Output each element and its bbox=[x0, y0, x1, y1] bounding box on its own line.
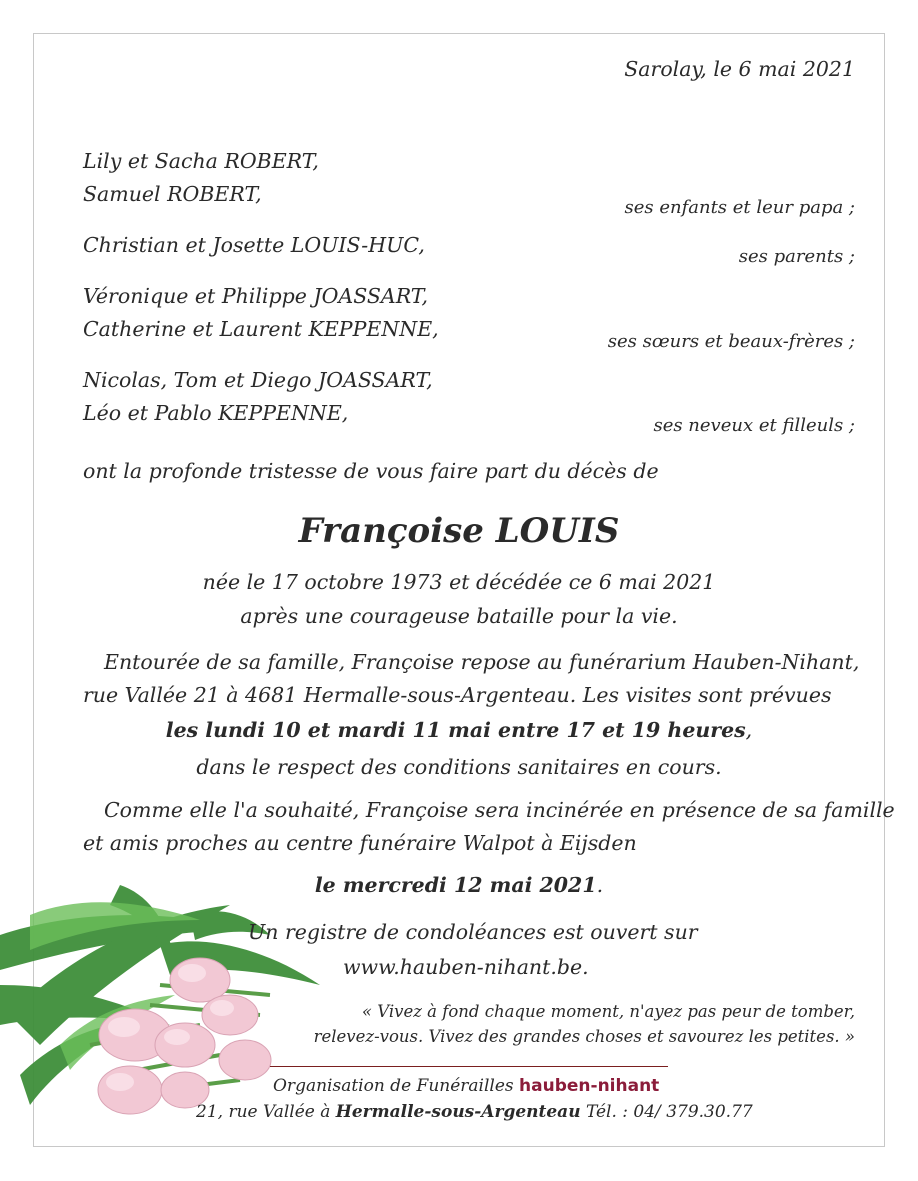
announcement: ont la profonde tristesse de vous faire part du décès de bbox=[83, 459, 659, 483]
register-line: Un registre de condoléances est ouvert sur bbox=[248, 920, 698, 944]
cremation-date bbox=[0, 873, 918, 897]
cremation-date-bold: le mercredi 12 mai 2021 bbox=[314, 873, 597, 897]
family-name-line: Catherine et Laurent KEPPENNE, bbox=[83, 317, 439, 341]
place-date: Sarolay, le 6 mai 2021 bbox=[624, 57, 855, 81]
visits-when-bold: les lundi 10 et mardi 11 mai entre 17 et 19 heures bbox=[165, 718, 746, 742]
family-name-line: Lily et Sacha ROBERT, bbox=[83, 149, 319, 173]
quote-line: relevez-vous. Vivez des grandes choses et savourez les petites. » bbox=[313, 1027, 855, 1046]
deceased-note: après une courageuse bataille pour la vie. bbox=[240, 604, 678, 628]
family-name-line: Christian et Josette LOUIS-HUC, bbox=[83, 233, 425, 257]
family-name-line: Samuel ROBERT, bbox=[83, 182, 262, 206]
family-relation: ses neveux et filleuls ; bbox=[653, 415, 855, 436]
visits-line: rue Vallée 21 à 4681 Hermalle-sous-Argenteau. Les visites sont prévues bbox=[83, 683, 832, 707]
quote-line: « Vivez à fond chaque moment, n'ayez pas peur de tomber, bbox=[361, 1002, 855, 1021]
footer-address-prefix: 21, rue Vallée à bbox=[196, 1102, 331, 1122]
cremation-date-suffix: . bbox=[596, 873, 604, 897]
visits-when-suffix: , bbox=[745, 718, 753, 742]
family-relation: ses sœurs et beaux-frères ; bbox=[607, 331, 855, 352]
deceased-name: Françoise LOUIS bbox=[298, 511, 620, 551]
footer-phone: Tél. : 04/ 379.30.77 bbox=[585, 1102, 753, 1122]
footer-address bbox=[196, 1100, 753, 1124]
visits-line: Entourée de sa famille, Françoise repose au funérarium Hauben-Nihant, bbox=[104, 650, 860, 674]
family-name-line: Véronique et Philippe JOASSART, bbox=[83, 284, 428, 308]
family-relation: ses parents ; bbox=[738, 246, 855, 267]
visits-line: dans le respect des conditions sanitaires en cours. bbox=[196, 755, 722, 779]
cremation-line: Comme elle l'a souhaité, Françoise sera incinérée en présence de sa famille bbox=[104, 798, 895, 822]
deceased-dates: née le 17 octobre 1973 et décédée ce 6 mai 2021 bbox=[202, 570, 716, 594]
register-website[interactable]: www.hauben-nihant.be. bbox=[343, 955, 589, 979]
family-name-line: Léo et Pablo KEPPENNE, bbox=[83, 401, 349, 425]
footer-rule bbox=[270, 1066, 668, 1067]
footer-address-town: Hermalle-sous-Argenteau bbox=[335, 1102, 581, 1122]
cremation-line: et amis proches au centre funéraire Walpot à Eijsden bbox=[83, 831, 637, 855]
family-name-line: Nicolas, Tom et Diego JOASSART, bbox=[83, 368, 433, 392]
footer-org-prefix: Organisation de Funérailles bbox=[273, 1076, 514, 1096]
visits-when bbox=[0, 718, 918, 742]
family-relation: ses enfants et leur papa ; bbox=[624, 197, 855, 218]
footer-org bbox=[273, 1074, 659, 1098]
brand-logo: hauben-nihant bbox=[519, 1076, 660, 1096]
